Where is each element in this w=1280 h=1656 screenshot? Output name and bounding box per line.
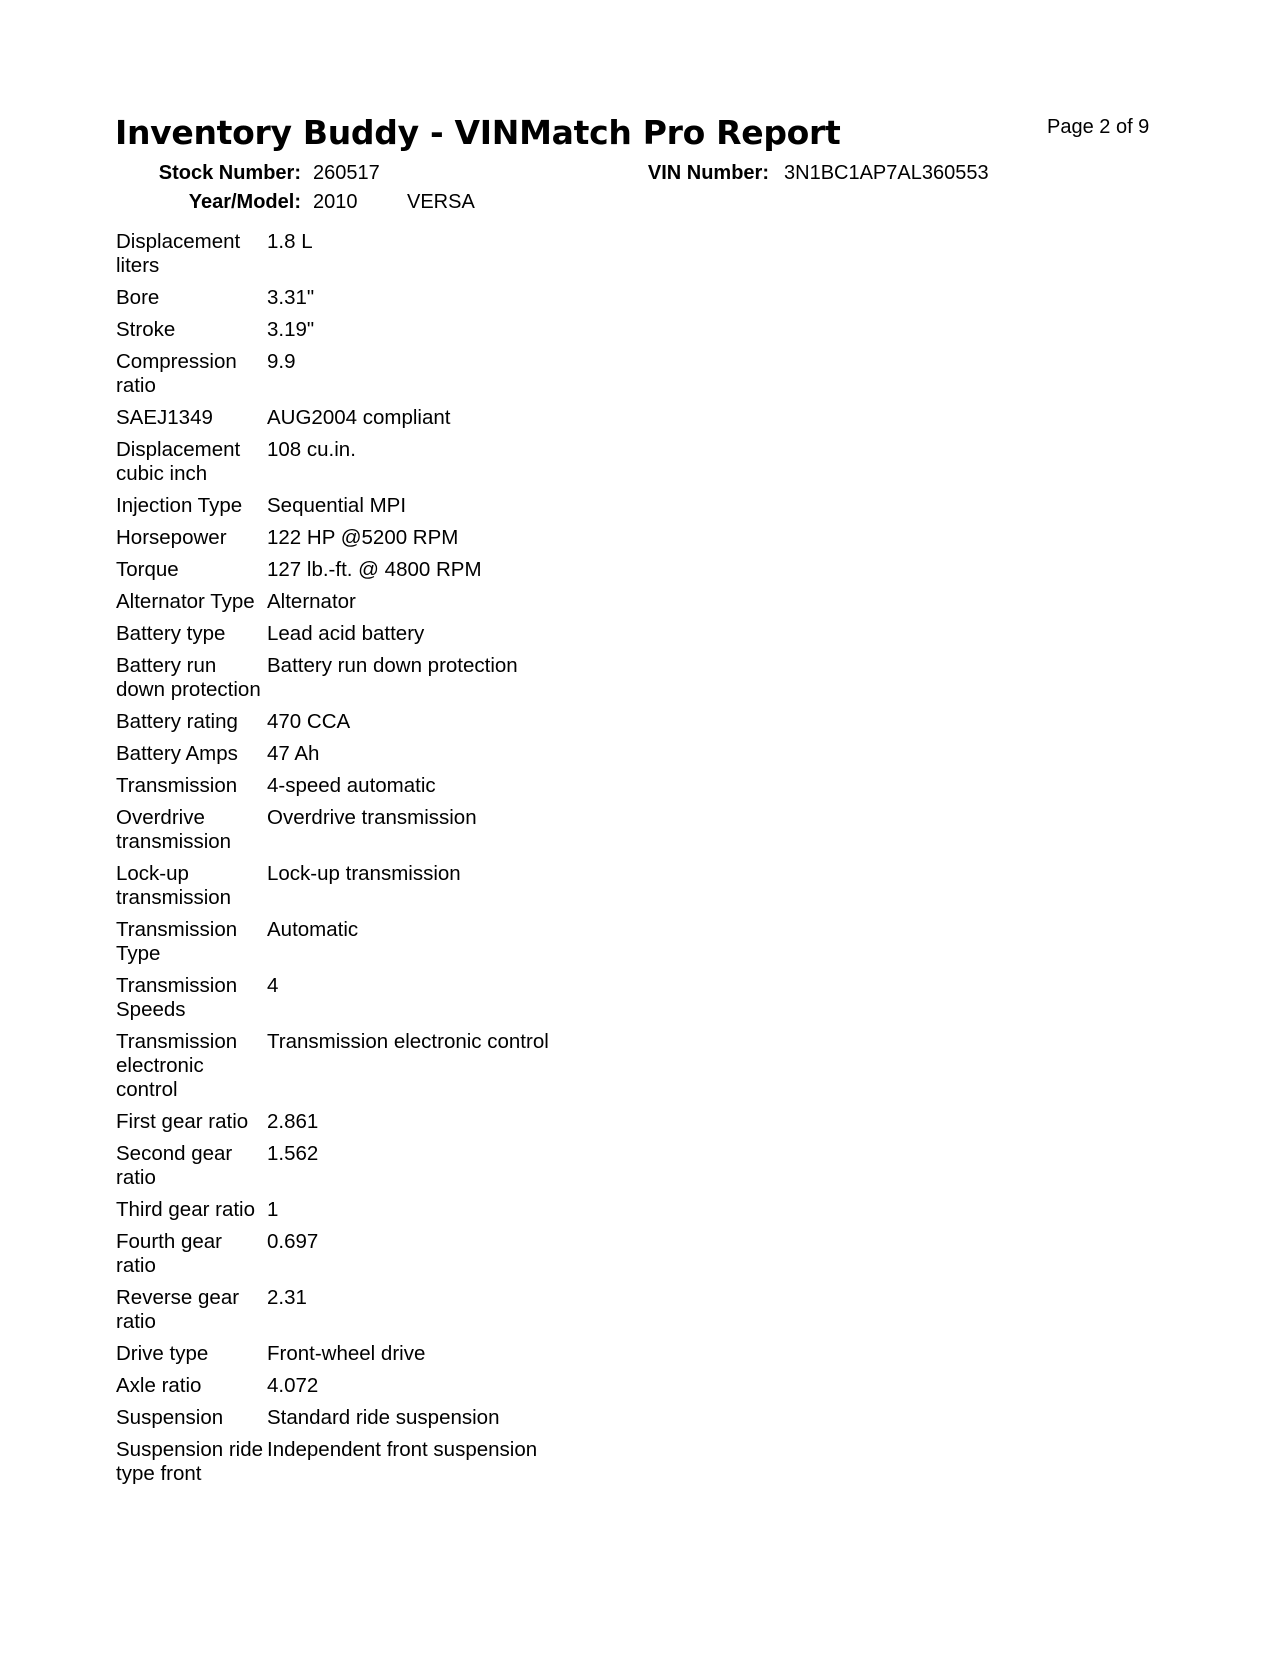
spec-row	[116, 806, 549, 854]
spec-label: Fourth gear ratio	[116, 1230, 222, 1277]
spec-row	[116, 406, 549, 430]
spec-value: 4	[267, 974, 279, 997]
spec-value: 0.697	[267, 1230, 319, 1253]
spec-label: Transmission	[116, 774, 238, 797]
spec-row	[116, 1286, 549, 1334]
spec-row	[116, 622, 549, 646]
spec-label: Battery Amps	[116, 742, 238, 765]
spec-value: 108 cu.in.	[267, 438, 356, 461]
year-value: 2010	[313, 191, 358, 213]
spec-label: Transmission Type	[116, 918, 238, 965]
spec-value: 1.562	[267, 1142, 319, 1165]
spec-label: Stroke	[116, 318, 176, 341]
spec-row	[116, 654, 549, 702]
spec-value: 470 CCA	[267, 710, 351, 733]
spec-value: Overdrive transmission	[267, 806, 477, 829]
spec-row	[116, 1030, 549, 1102]
spec-row	[116, 438, 549, 486]
spec-label: Bore	[116, 286, 160, 309]
spec-value: 2.861	[267, 1110, 319, 1133]
spec-value: 3.19"	[267, 318, 315, 341]
spec-label: Suspension	[116, 1406, 224, 1429]
spec-row	[116, 710, 549, 734]
spec-label: Battery run down protection	[116, 654, 261, 701]
spec-row	[116, 918, 549, 966]
spec-label: Injection Type	[116, 494, 243, 517]
spec-value: Transmission electronic control	[267, 1030, 549, 1053]
vin-number-label: VIN Number:	[647, 162, 769, 184]
spec-row	[116, 974, 549, 1022]
spec-label: Lock-up transmission	[116, 862, 232, 909]
spec-row	[116, 318, 549, 342]
spec-label: Compression ratio	[116, 350, 237, 397]
spec-value: 47 Ah	[267, 742, 320, 765]
spec-row	[116, 862, 549, 910]
spec-row	[116, 1374, 549, 1398]
spec-row	[116, 230, 549, 278]
vin-number-value: 3N1BC1AP7AL360553	[784, 162, 989, 184]
spec-label: Transmission Speeds	[116, 974, 238, 1021]
spec-row	[116, 1142, 549, 1190]
spec-label: Displacement liters	[116, 230, 241, 277]
spec-label: Torque	[116, 558, 179, 581]
spec-row	[116, 526, 549, 550]
spec-label: Displacement cubic inch	[116, 438, 241, 485]
spec-value: Lead acid battery	[267, 622, 425, 645]
spec-value: 127 lb.-ft. @ 4800 RPM	[267, 558, 482, 581]
spec-row	[116, 1198, 549, 1222]
spec-value: AUG2004 compliant	[267, 406, 451, 429]
spec-label: SAEJ1349	[116, 406, 213, 429]
spec-value: Battery run down protection	[267, 654, 518, 677]
spec-label: Horsepower	[116, 526, 227, 549]
spec-value: Automatic	[267, 918, 359, 941]
spec-row	[116, 1406, 549, 1430]
spec-label: First gear ratio	[116, 1110, 249, 1133]
spec-label: Third gear ratio	[116, 1198, 256, 1221]
model-value: VERSA	[407, 191, 475, 213]
spec-row	[116, 1438, 549, 1486]
spec-value: 9.9	[267, 350, 296, 373]
spec-label: Battery rating	[116, 710, 238, 733]
spec-label: Reverse gear ratio	[116, 1286, 240, 1333]
spec-value: Sequential MPI	[267, 494, 407, 517]
spec-row	[116, 1110, 549, 1134]
spec-value: 2.31	[267, 1286, 307, 1309]
spec-value: Alternator	[267, 590, 356, 613]
spec-label: Drive type	[116, 1342, 209, 1365]
spec-value: Standard ride suspension	[267, 1406, 500, 1429]
spec-value: 3.31"	[267, 286, 315, 309]
spec-value: 1.8 L	[267, 230, 313, 253]
spec-label: Axle ratio	[116, 1374, 202, 1397]
spec-row	[116, 558, 549, 582]
spec-label: Suspension ride type front	[116, 1438, 264, 1485]
year-model-label: Year/Model:	[188, 191, 301, 213]
spec-row	[116, 494, 549, 518]
spec-row	[116, 350, 549, 398]
spec-value: 4.072	[267, 1374, 319, 1397]
spec-value: Lock-up transmission	[267, 862, 461, 885]
spec-table	[116, 230, 549, 1494]
spec-row	[116, 742, 549, 766]
spec-value: 1	[267, 1198, 279, 1221]
spec-label: Alternator Type	[116, 590, 255, 613]
spec-row	[116, 1342, 549, 1366]
spec-value: Independent front suspension	[267, 1438, 538, 1461]
page-number: Page 2 of 9	[1047, 116, 1150, 138]
spec-label: Overdrive transmission	[116, 806, 232, 853]
stock-number-value: 260517	[313, 162, 380, 184]
spec-label: Battery type	[116, 622, 226, 645]
spec-label: Transmission electronic control	[116, 1030, 238, 1101]
stock-number-label: Stock Number:	[158, 162, 301, 184]
spec-row	[116, 590, 549, 614]
spec-row	[116, 1230, 549, 1278]
page-title: Inventory Buddy - VINMatch Pro Report	[115, 113, 841, 152]
spec-value: Front-wheel drive	[267, 1342, 426, 1365]
spec-row	[116, 774, 549, 798]
spec-row	[116, 286, 549, 310]
spec-label: Second gear ratio	[116, 1142, 233, 1189]
spec-value: 122 HP @5200 RPM	[267, 526, 459, 549]
spec-value: 4-speed automatic	[267, 774, 436, 797]
